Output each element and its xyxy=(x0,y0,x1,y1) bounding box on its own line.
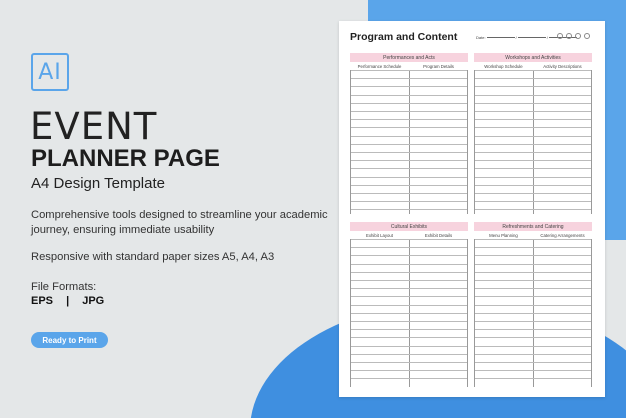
ruled-line xyxy=(351,329,467,330)
ruled-line xyxy=(475,201,591,202)
format-jpg: JPG xyxy=(82,295,105,307)
hero-title-line1: EVENT xyxy=(30,105,158,148)
ruled-line xyxy=(351,362,467,363)
column-header: Exhibit Details xyxy=(424,232,453,238)
section-performances xyxy=(350,53,468,214)
date-field: Date: / / xyxy=(476,35,578,40)
ruled-line xyxy=(475,247,591,248)
ruled-line xyxy=(475,160,591,161)
ruled-line xyxy=(351,177,467,178)
ruled-line xyxy=(475,280,591,281)
mood-icons xyxy=(557,33,590,39)
ruled-line xyxy=(351,193,467,194)
ruled-line xyxy=(351,346,467,347)
circle-icon xyxy=(566,33,572,39)
ruled-line xyxy=(475,321,591,322)
lined-area xyxy=(474,239,592,387)
ruled-line xyxy=(475,346,591,347)
ruled-line xyxy=(351,95,467,96)
ruled-line xyxy=(351,78,467,79)
ruled-line xyxy=(351,354,467,355)
ruled-line xyxy=(475,185,591,186)
ruled-line xyxy=(475,144,591,145)
ruled-line xyxy=(475,296,591,297)
format-separator: | xyxy=(66,295,70,307)
column-header: Catering Arrangements xyxy=(540,232,585,238)
circle-icon xyxy=(557,33,563,39)
ruled-line xyxy=(351,209,467,210)
ruled-line xyxy=(475,86,591,87)
section-header: Refreshments and Catering xyxy=(474,222,592,231)
ruled-line xyxy=(351,305,467,306)
ruled-line xyxy=(475,78,591,79)
file-formats-list xyxy=(31,295,104,307)
section-cultural-exhibits xyxy=(350,222,468,387)
ruled-line xyxy=(475,209,591,210)
ruled-line xyxy=(351,160,467,161)
file-formats-label: File Formats: xyxy=(31,281,97,293)
ruled-line xyxy=(475,103,591,104)
responsive-note: Responsive with standard paper sizes A5, A4, A3 xyxy=(31,251,275,263)
ruled-line xyxy=(351,185,467,186)
hero-description: Comprehensive tools designed to streamline your academic journey, ensuring immediate usability xyxy=(31,209,328,236)
ruled-line xyxy=(351,313,467,314)
hero-title-line2: PLANNER PAGE xyxy=(31,145,220,172)
ruled-line xyxy=(475,362,591,363)
ruled-line xyxy=(475,264,591,265)
ruled-line xyxy=(475,193,591,194)
ruled-line xyxy=(351,321,467,322)
circle-icon xyxy=(584,33,590,39)
ruled-line xyxy=(475,239,591,240)
ruled-line xyxy=(351,255,467,256)
ruled-line xyxy=(351,370,467,371)
column-header: Exhibit Layout xyxy=(366,232,393,238)
ruled-line xyxy=(351,119,467,120)
lined-area xyxy=(350,239,468,387)
ruled-line xyxy=(475,70,591,71)
ruled-line xyxy=(351,144,467,145)
section-header: Performances and Acts xyxy=(350,53,468,62)
ruled-line xyxy=(475,255,591,256)
ruled-line xyxy=(351,152,467,153)
ruled-line xyxy=(475,136,591,137)
column-header: Activity Descriptions xyxy=(543,63,582,69)
ruled-line xyxy=(475,305,591,306)
ai-logo-icon: AI xyxy=(31,53,69,91)
section-refreshments xyxy=(474,222,592,387)
ruled-line xyxy=(475,288,591,289)
ruled-line xyxy=(351,111,467,112)
circle-icon xyxy=(575,33,581,39)
column-header: Program Details xyxy=(423,63,454,69)
ruled-line xyxy=(475,378,591,379)
lined-area xyxy=(350,70,468,214)
ruled-line xyxy=(475,177,591,178)
ruled-line xyxy=(475,152,591,153)
ruled-line xyxy=(475,127,591,128)
ruled-line xyxy=(351,127,467,128)
planner-page-preview xyxy=(339,21,605,397)
ruled-line xyxy=(351,337,467,338)
ruled-line xyxy=(475,337,591,338)
hero-subtitle: A4 Design Template xyxy=(31,175,165,192)
page-title: Program and Content xyxy=(350,31,458,43)
ruled-line xyxy=(351,103,467,104)
ruled-line xyxy=(351,86,467,87)
section-header: Cultural Exhibits xyxy=(350,222,468,231)
ruled-line xyxy=(351,296,467,297)
column-header: Menu Planning xyxy=(489,232,518,238)
ruled-line xyxy=(351,136,467,137)
section-header: Workshops and Activities xyxy=(474,53,592,62)
ruled-line xyxy=(475,168,591,169)
ruled-line xyxy=(351,280,467,281)
ruled-line xyxy=(351,70,467,71)
section-workshops xyxy=(474,53,592,214)
ruled-line xyxy=(475,95,591,96)
ruled-line xyxy=(351,378,467,379)
column-header: Performance Schedule xyxy=(357,63,402,69)
ruled-line xyxy=(475,354,591,355)
ruled-line xyxy=(351,264,467,265)
ruled-line xyxy=(475,329,591,330)
ruled-line xyxy=(351,247,467,248)
ruled-line xyxy=(475,111,591,112)
ruled-line xyxy=(351,272,467,273)
ruled-line xyxy=(475,370,591,371)
column-header: Workshop Schedule xyxy=(484,63,523,69)
ruled-line xyxy=(475,272,591,273)
ruled-line xyxy=(351,201,467,202)
ruled-line xyxy=(351,288,467,289)
ready-to-print-badge: Ready to Print xyxy=(31,332,108,348)
ruled-line xyxy=(351,168,467,169)
lined-area xyxy=(474,70,592,214)
format-eps: EPS xyxy=(31,295,54,307)
ruled-line xyxy=(351,239,467,240)
ruled-line xyxy=(475,313,591,314)
ruled-line xyxy=(475,119,591,120)
